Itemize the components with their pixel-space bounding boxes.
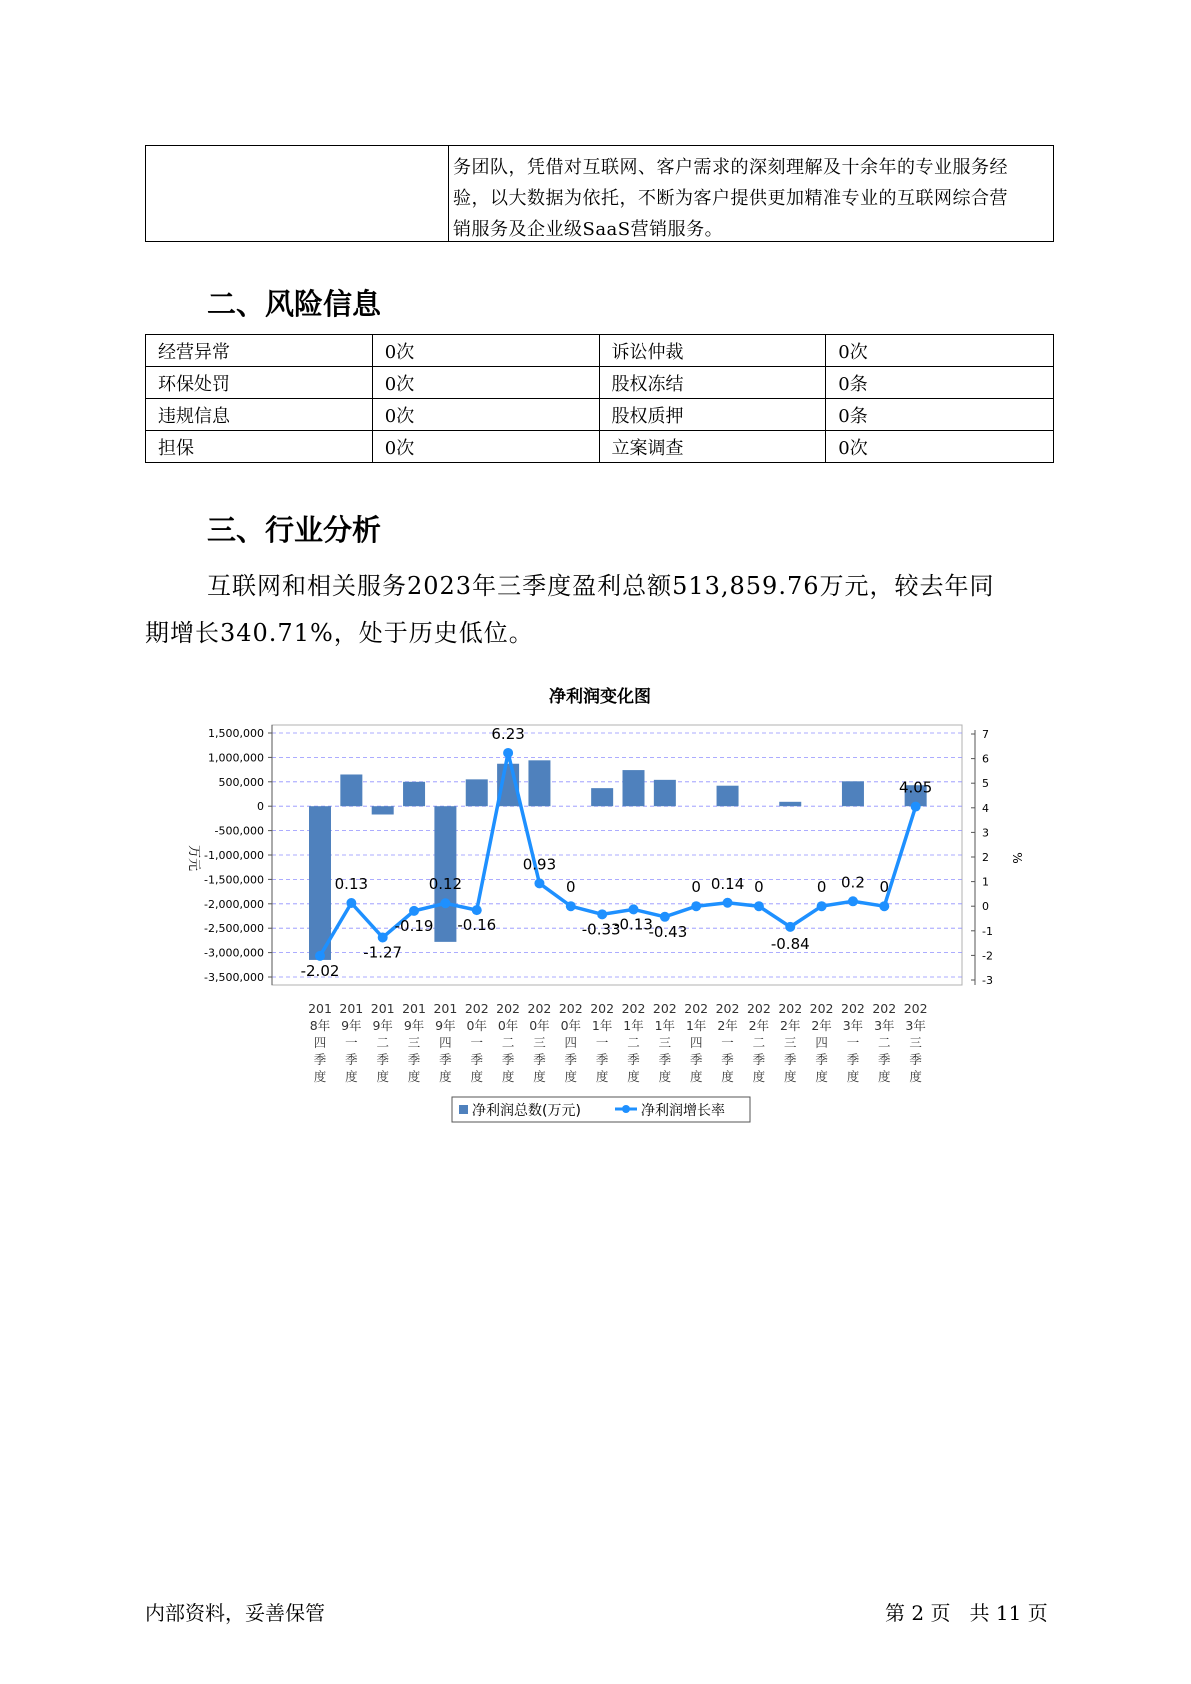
risk-label: 违规信息 (146, 399, 373, 431)
x-tick-label: 季 (783, 1052, 797, 1067)
bar-mark (434, 806, 456, 942)
page-indicator (885, 1597, 1048, 1626)
y-tick-label: -2,500,000 (204, 922, 264, 936)
x-tick-label: 一 (345, 1035, 358, 1050)
growth-point (723, 898, 733, 908)
x-tick-label: 0年 (529, 1018, 550, 1033)
y2-tick-label: -2 (982, 949, 993, 963)
gridlines (272, 733, 962, 977)
bar-mark (403, 782, 425, 806)
x-tick-label: 202 (558, 1001, 583, 1016)
bar-mark (528, 760, 550, 806)
legend-line-marker (622, 1105, 630, 1113)
bar-mark (623, 770, 645, 806)
page-prefix: 第 (885, 1601, 905, 1625)
y2-tick-label: -3 (982, 974, 993, 987)
risk-value: 0次 (372, 431, 599, 463)
x-tick-label: 201 (433, 1001, 458, 1016)
bar-mark (717, 786, 739, 806)
x-tick-label: 202 (778, 1001, 803, 1016)
growth-point (440, 898, 450, 908)
x-tick-label: 季 (878, 1052, 891, 1067)
x-tick-label: 度 (878, 1069, 891, 1084)
x-tick-label: 二 (376, 1035, 389, 1050)
x-tick-label: 三 (658, 1035, 672, 1050)
risk-label: 担保 (146, 431, 373, 463)
x-tick-label: 季 (313, 1052, 327, 1067)
growth-point (472, 905, 482, 915)
x-tick-label: 9年 (341, 1018, 362, 1033)
industry-paragraph-line: 互联网和相关服务2023年三季度盈利总额513,859.76万元，较去年同 (207, 572, 995, 600)
growth-point (534, 878, 544, 888)
total-unit: 页 (1027, 1601, 1048, 1625)
x-tick-label: 三 (533, 1035, 546, 1050)
growth-point (566, 901, 576, 911)
x-tick-label: 202 (841, 1001, 865, 1016)
x-tick-label: 2年 (811, 1018, 832, 1033)
x-tick-label: 三 (783, 1035, 797, 1050)
x-tick-label: 0年 (560, 1018, 582, 1033)
bar-mark (591, 788, 613, 806)
y2-tick-label: 3 (982, 826, 989, 840)
x-tick-label: 201 (308, 1001, 332, 1016)
growth-point (629, 904, 639, 914)
growth-point (346, 898, 356, 908)
x-tick-label: 3年 (874, 1018, 895, 1033)
x-tick-label: 3年 (905, 1018, 926, 1033)
risk-section-heading: 二、风险信息 (207, 287, 382, 321)
y2-tick-label: 1 (982, 875, 989, 889)
x-tick-label: 二 (627, 1035, 640, 1050)
description-line: 务团队，凭借对互联网、客户需求的深刻理解及十余年的专业服务经 (453, 157, 1008, 178)
x-tick-label: 度 (752, 1069, 766, 1084)
x-tick-label: 202 (527, 1001, 552, 1016)
x-tick-label: 202 (652, 1001, 677, 1016)
x-tick-label: 季 (689, 1052, 703, 1067)
data-labels (301, 725, 933, 980)
x-tick-label: 度 (815, 1069, 828, 1084)
data-label: 0.13 (334, 875, 369, 894)
growth-point (691, 901, 701, 911)
data-label: 0 (754, 878, 764, 897)
growth-point (754, 901, 764, 911)
x-tick-label: 季 (721, 1052, 734, 1067)
growth-point (378, 932, 388, 942)
y-tick-label: -3,500,000 (204, 971, 264, 984)
x-tick-label: 二 (752, 1035, 766, 1050)
x-tick-label: 202 (496, 1001, 521, 1016)
x-tick-label: 度 (313, 1069, 327, 1084)
page-number: 2 (911, 1601, 925, 1625)
x-tick-label: 0年 (466, 1018, 487, 1033)
x-tick-label: 9年 (435, 1018, 456, 1033)
x-tick-label: 季 (815, 1052, 828, 1067)
x-tick-label: 度 (689, 1069, 703, 1084)
x-tick-label: 202 (746, 1001, 771, 1016)
x-tick-label: 一 (470, 1035, 484, 1050)
bar-mark (466, 779, 488, 806)
data-label: -0.84 (770, 934, 810, 953)
x-tick-label: 四 (439, 1035, 452, 1050)
description-line: 验，以大数据为依托，不断为客户提供更加精准专业的互联网综合营 (453, 188, 1008, 209)
x-tick-label: 202 (590, 1001, 615, 1016)
bar-mark (372, 806, 394, 814)
x-tick-label: 季 (846, 1052, 860, 1067)
x-tick-label: 季 (533, 1052, 546, 1067)
y-tick-label: -3,000,000 (204, 946, 264, 960)
chart-legend (452, 1097, 750, 1122)
x-tick-label: 季 (658, 1052, 672, 1067)
y-tick-label: -1,500,000 (204, 873, 264, 887)
risk-label: 环保处罚 (146, 367, 373, 399)
y-tick-label: 500,000 (218, 775, 264, 789)
x-tick-label: 度 (721, 1069, 734, 1084)
x-tick-label: 2年 (748, 1018, 770, 1033)
x-tick-label: 度 (407, 1069, 421, 1084)
bar-mark (340, 774, 362, 806)
x-tick-label: 201 (370, 1001, 395, 1016)
industry-section-heading: 三、行业分析 (207, 513, 382, 547)
legend-bar-swatch (459, 1105, 468, 1114)
y-tick-label: -500,000 (214, 824, 264, 838)
data-label: 0 (566, 878, 576, 897)
x-tick-label: 一 (721, 1035, 734, 1050)
x-tick-label: 8年 (309, 1018, 331, 1033)
legend-bar-label: 净利润总数(万元) (472, 1103, 581, 1119)
x-tick-label: 202 (903, 1001, 928, 1016)
x-tick-label: 四 (564, 1035, 578, 1050)
x-tick-label: 度 (345, 1069, 358, 1084)
data-label: 0 (879, 878, 890, 897)
x-tick-label: 季 (909, 1052, 922, 1067)
x-tick-label: 度 (564, 1069, 578, 1084)
x-tick-label: 度 (627, 1069, 640, 1084)
growth-point (660, 912, 670, 922)
x-tick-label: 季 (407, 1052, 421, 1067)
total-prefix: 共 (969, 1601, 990, 1625)
y-tick-label: 1,500,000 (208, 727, 264, 740)
data-label: -1.27 (363, 943, 403, 962)
x-tick-label: 四 (689, 1035, 703, 1050)
x-tick-label: 度 (533, 1069, 546, 1084)
x-tick-label: 三 (909, 1035, 922, 1050)
y2-tick-label: 0 (982, 900, 989, 914)
y-axis-right (971, 728, 993, 987)
x-tick-label: 202 (715, 1001, 740, 1016)
y2-tick-label: 2 (982, 851, 989, 864)
description-line: 销服务及企业级SaaS营销服务。 (453, 219, 724, 240)
data-label: 0 (816, 878, 827, 897)
data-label: -0.19 (394, 916, 434, 935)
y2-tick-label: 4 (982, 801, 989, 815)
x-tick-label: 202 (684, 1001, 709, 1016)
y2-tick-label: 5 (982, 777, 989, 791)
x-tick-label: 202 (621, 1001, 646, 1016)
x-tick-label: 1年 (685, 1018, 707, 1033)
risk-label: 经营异常 (146, 335, 373, 367)
risk-label: 股权冻结 (599, 367, 826, 399)
x-tick-label: 201 (339, 1001, 364, 1016)
growth-point (911, 802, 921, 812)
y-tick-label: 1,000,000 (208, 751, 264, 765)
bar-mark (309, 806, 331, 960)
x-tick-label: 度 (470, 1069, 484, 1084)
chart-title: 净利润变化图 (549, 687, 651, 707)
legend-line-label: 净利润增长率 (641, 1103, 725, 1119)
y-tick-label: -1,000,000 (204, 849, 264, 862)
risk-value: 0次 (826, 335, 1054, 367)
y2-tick-label: -1 (982, 924, 993, 938)
y-tick-label: 0 (257, 800, 264, 814)
x-tick-label: 度 (501, 1069, 515, 1084)
data-label: 0.14 (710, 874, 745, 893)
x-tick-label: 9年 (403, 1018, 425, 1033)
bar-mark (842, 781, 864, 806)
growth-point (817, 901, 827, 911)
x-tick-label: 202 (809, 1001, 834, 1016)
x-tick-label: 1年 (654, 1018, 676, 1033)
x-tick-label: 季 (595, 1052, 609, 1067)
x-tick-label: 季 (501, 1052, 515, 1067)
risk-value: 0次 (372, 335, 599, 367)
data-label: 6.23 (491, 724, 525, 743)
data-label: 4.05 (898, 778, 933, 797)
x-tick-label: 3年 (842, 1018, 864, 1033)
x-tick-label: 202 (872, 1001, 897, 1016)
x-tick-label: 201 (402, 1001, 426, 1016)
x-tick-label: 季 (470, 1052, 484, 1067)
risk-label: 诉讼仲裁 (599, 335, 826, 367)
x-axis (308, 1001, 928, 1084)
y2-tick-label: 7 (982, 728, 989, 741)
x-tick-label: 四 (815, 1035, 828, 1050)
risk-value: 0次 (372, 399, 599, 431)
x-tick-label: 2年 (780, 1018, 801, 1033)
risk-value: 0次 (372, 367, 599, 399)
x-tick-label: 度 (783, 1069, 797, 1084)
y-axis-left (204, 725, 272, 985)
x-tick-label: 一 (846, 1035, 860, 1050)
growth-point (785, 922, 795, 932)
y2-axis-label: % (1010, 852, 1024, 864)
x-tick-label: 二 (501, 1035, 515, 1050)
x-tick-label: 季 (752, 1052, 766, 1067)
data-label: -2.02 (300, 961, 340, 980)
data-label: -0.13 (614, 915, 653, 934)
risk-value: 0次 (826, 431, 1054, 463)
x-tick-label: 202 (464, 1001, 489, 1016)
x-tick-label: 度 (846, 1069, 860, 1084)
data-label: 0.93 (522, 855, 557, 874)
growth-point (597, 909, 607, 919)
x-tick-label: 度 (595, 1069, 609, 1084)
total-pages: 11 (995, 1601, 1022, 1625)
x-tick-label: 度 (909, 1069, 922, 1084)
data-label: 0 (691, 878, 701, 897)
risk-label: 立案调查 (599, 431, 826, 463)
data-label: 0.2 (841, 873, 865, 892)
x-tick-label: 季 (376, 1052, 389, 1067)
x-tick-label: 度 (376, 1069, 389, 1084)
data-label: -0.16 (457, 916, 497, 935)
data-label: 0.12 (428, 875, 463, 894)
growth-point (848, 896, 858, 906)
x-tick-label: 一 (595, 1035, 609, 1050)
growth-point (315, 951, 325, 961)
x-tick-label: 度 (658, 1069, 672, 1084)
x-tick-label: 1年 (591, 1018, 613, 1033)
risk-value: 0条 (826, 367, 1054, 399)
x-tick-label: 季 (564, 1052, 578, 1067)
x-tick-label: 度 (439, 1069, 452, 1084)
x-tick-label: 二 (878, 1035, 891, 1050)
data-label: -0.43 (648, 922, 688, 941)
growth-point (409, 906, 419, 916)
x-tick-label: 9年 (372, 1018, 393, 1033)
y-tick-label: -2,000,000 (204, 897, 264, 911)
bar-mark (654, 780, 676, 806)
risk-value: 0条 (826, 399, 1054, 431)
growth-point (879, 901, 889, 911)
footer-confidential: 内部资料，妥善保管 (145, 1601, 325, 1625)
page-unit: 页 (930, 1601, 951, 1625)
x-tick-label: 季 (627, 1052, 640, 1067)
x-tick-label: 1年 (623, 1018, 644, 1033)
x-tick-label: 四 (313, 1035, 327, 1050)
x-tick-label: 季 (345, 1052, 358, 1067)
x-tick-label: 季 (439, 1052, 452, 1067)
y2-tick-label: 6 (982, 752, 989, 766)
x-tick-label: 三 (407, 1035, 421, 1050)
data-label: -0.33 (581, 920, 621, 939)
bar-mark (779, 802, 801, 806)
risk-label: 股权质押 (599, 399, 826, 431)
x-tick-label: 0年 (497, 1018, 519, 1033)
x-tick-label: 2年 (717, 1018, 738, 1033)
growth-point (503, 748, 513, 758)
y-axis-label: 万元 (186, 844, 201, 872)
industry-paragraph-line: 期增长340.71%，处于历史低位。 (145, 619, 534, 647)
